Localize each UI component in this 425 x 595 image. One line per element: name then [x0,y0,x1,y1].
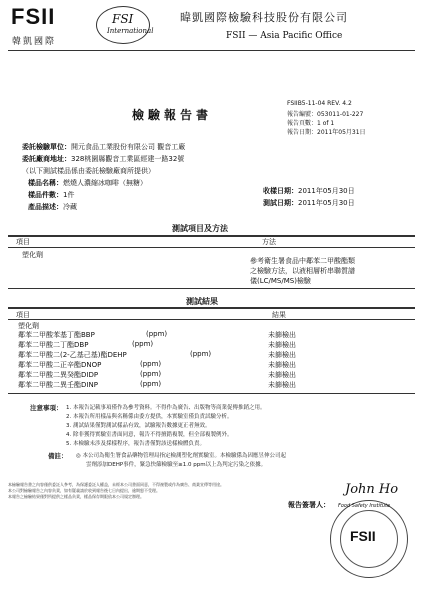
sample-name-label: 樣品名稱： [28,179,63,187]
result-row-dehp [18,350,296,360]
sample-count-value: 1件 [63,191,75,199]
result-name: 鄰苯二甲酸二異癸酯DIDP [18,371,99,379]
received-date [263,186,355,196]
result-unit: (ppm) [140,360,162,368]
emblem-sub-text: International [107,27,154,35]
client-address [22,154,184,164]
header-rule [8,50,415,51]
report-date: 報告日期：2011年05月31日 [287,129,366,136]
report-number: 報告編號：053011-01-227 [287,111,364,118]
results-rule-top [8,307,415,309]
note-line-5: 5. 本檢驗未涉及採樣程序，報告書僅對該送樣檢體負責。 [66,441,205,447]
doc-number: FSIIB5-11-04 REV. 4.2 [287,100,352,107]
result-unit: (ppm) [190,350,212,358]
methods-rule-bottom [8,288,415,289]
methods-heading: 測試項目及方法 [172,223,228,233]
notes-label: 注意事項： [30,404,63,412]
methods-item: 塑化劑 [22,251,43,259]
note-line-2: 2. 本報告所用樣品與名稱係由委方提供，本實驗室僅負責試驗分析。 [66,414,233,420]
result-row-didp [18,370,296,380]
result-row-bbp [18,330,296,340]
result-unit: (ppm) [132,340,154,348]
result-unit: (ppm) [140,380,162,388]
result-row-dbp [18,340,296,350]
sample-count [28,190,74,200]
result-value: 未篩檢出 [268,351,296,359]
result-unit: (ppm) [146,330,168,338]
fine-print-1: 本檢驗報告書之內容僅供委託人參考，為保護委託人權益，未經本公司書面同意，不得複製或作為廣告、商業宣傳等用途。 [8,482,224,487]
client-unit [22,142,185,152]
remark-line-2: 雲劑添加DEHP事件，緊急快篩檢驗至≥1.0 ppm以上為判定污染之依據。 [86,462,267,468]
sample-note: （以下測試樣品係由委託檢驗廠商所提供） [22,167,155,175]
note-line-1: 1. 本報告記載事項僅作為參考資料。不得作為廣告、出版物等商業促傳推銷之用。 [66,405,266,411]
sample-description-value: 冷藏 [63,203,77,211]
fine-print-2: 本公司對檢驗報告之內容負責，如有疑義請於收到報告後七日內提出，逾期恕不受理。 [8,488,160,493]
report-title: 檢驗報告書 [132,108,213,122]
fine-print-3: 本報告之檢驗結果僅對所提供之樣品負責，樣品保存期限依本公司規定辦理。 [8,494,144,499]
note-line-3: 3. 測試結果僅對測試樣品有效，試驗報告數據更正者無效。 [66,423,211,429]
result-row-dinp [18,380,296,390]
result-row-dnop [18,360,296,370]
results-col-item: 項目 [16,311,30,319]
sample-description [28,202,77,212]
result-unit: (ppm) [140,370,162,378]
result-name: 鄰苯二甲酸二異壬酯DINP [18,381,98,389]
methods-col-item: 項目 [16,238,30,246]
method-line-3: 儀(LC/MS/MS)檢驗 [250,277,311,285]
company-logo: FSII [11,4,56,29]
company-name-en: FSII — Asia Pacific Office [226,31,343,41]
sample-description-label: 產品描述： [28,203,63,211]
sample-name-value: 燃燒人濃縮冰咖啡（無糖） [63,179,147,187]
result-name: 鄰苯二甲酸二(2-乙基己基)酯DEHP [18,351,127,359]
client-unit-value: 開元食品工業股份有限公司 觀音工廠 [71,143,186,151]
results-col-result: 結果 [272,311,286,319]
client-unit-label: 委託檢驗單位： [22,143,71,151]
methods-rule-header [8,247,415,248]
signature: John Ho [345,482,399,497]
seal-text: FSII [350,528,376,544]
test-date-label: 測試日期： [263,199,298,207]
methods-rule-top [8,235,415,237]
received-date-value: 2011年05月30日 [298,187,355,195]
results-rule-bottom [8,393,415,394]
signer-label: 報告簽署人： [288,501,330,509]
received-date-label: 收樣日期： [263,187,298,195]
result-value: 未篩檢出 [268,381,296,389]
emblem-main-text: FSI [112,12,134,26]
methods-col-method: 方法 [262,238,276,246]
report-pages: 報告頁數：1 of 1 [287,120,335,127]
remark-line-1: ◎ 本公司為衛生署食品藥物管理局指定檢測塑化劑實驗室。本檢驗係為因應昱伸公司起 [76,453,287,459]
results-rule-header [8,319,415,320]
method-line-1: 參考衛生署食品中鄰苯二甲酸酯類 [250,257,355,265]
result-value: 未篩檢出 [268,371,296,379]
results-group: 塑化劑 [18,322,39,330]
remark-label: 備註： [48,452,68,460]
sample-count-label: 樣品件數： [28,191,63,199]
result-value: 未篩檢出 [268,341,296,349]
method-line-2: 之檢驗方法，以液相層析串聯質譜 [250,267,355,275]
test-date [263,198,355,208]
company-name-zh: 暐凱國際檢驗科技股份有限公司 [180,11,348,24]
result-value: 未篩檢出 [268,331,296,339]
note-line-4: 4. 除非獲得實驗室書面同意，報告不得擅錯複製，但全部複製例外。 [66,432,233,438]
client-address-label: 委託廠商地址： [22,155,71,163]
sample-name [28,178,147,188]
results-heading: 測試結果 [186,296,218,306]
result-name: 鄰苯二甲酸苯基丁酯BBP [18,331,95,339]
result-name: 鄰苯二甲酸二丁酯DBP [18,341,89,349]
result-value: 未篩檢出 [268,361,296,369]
result-name: 鄰苯二甲酸二正辛酯DNOP [18,361,102,369]
seal-ring-text: Food Safety Institute [338,503,391,509]
test-date-value: 2011年05月30日 [298,199,355,207]
company-logo-subtitle: 韓凱國際 [12,37,57,47]
client-address-value: 328桃園縣觀音工業區經建一路32號 [71,155,185,163]
